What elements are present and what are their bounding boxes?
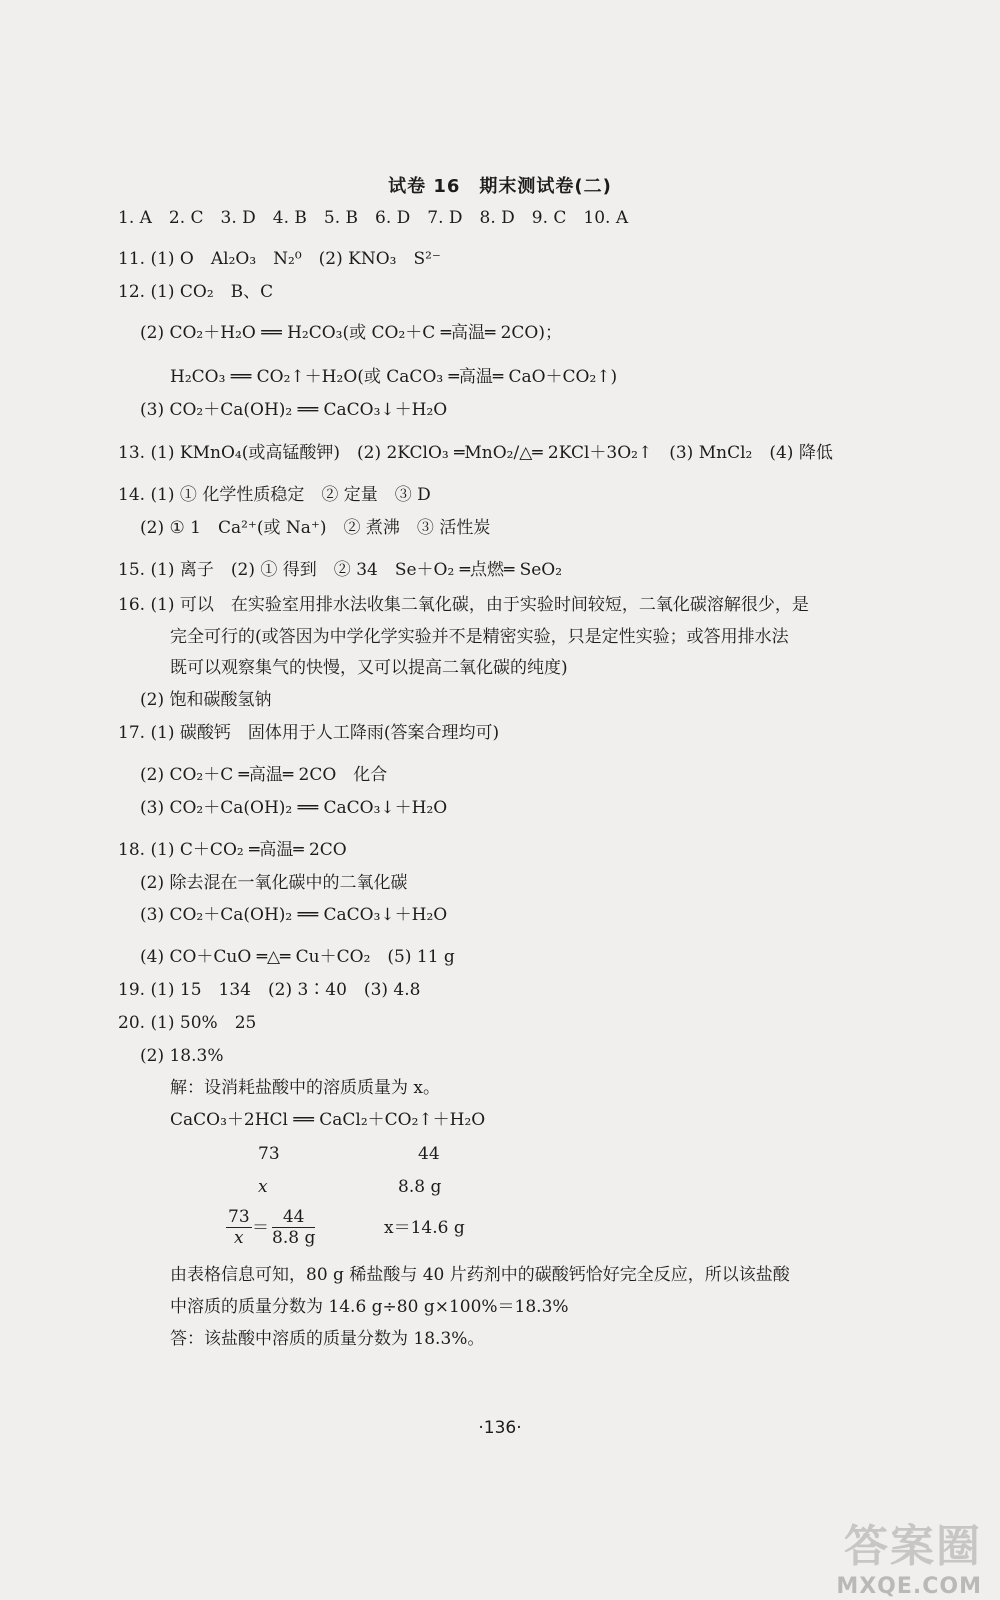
answer-line-14-1: 14. (1) ① 化学性质稳定 ② 定量 ③ D (118, 485, 431, 505)
answer-line-14-2: (2) ① 1 Ca²⁺(或 Na⁺) ② 煮沸 ③ 活性炭 (140, 518, 491, 538)
page-title: 试卷 16 期末测试卷(二) (388, 176, 612, 197)
ratio-x: x (258, 1177, 268, 1197)
fraction-equals: ＝ (252, 1218, 269, 1238)
answer-line-15: 15. (1) 离子 (2) ① 得到 ② 34 Se＋O₂ ═点燃═ SeO₂ (118, 560, 563, 580)
fraction-left (226, 1207, 252, 1248)
fraction-right-denominator: 8.8 g (272, 1228, 316, 1248)
ratio-73: 73 (258, 1144, 280, 1164)
ratio-44: 44 (418, 1144, 440, 1164)
answer-line-11: 11. (1) O Al₂O₃ N₂⁰ (2) KNO₃ S²⁻ (118, 249, 441, 269)
answer-line-17-1: 17. (1) 碳酸钙 固体用于人工降雨(答案合理均可) (118, 723, 500, 743)
conclusion-line-1: 由表格信息可知，80 g 稀盐酸与 40 片药剂中的碳酸钙恰好完全反应，所以该盐酸 (170, 1265, 790, 1285)
conclusion-line-2: 中溶质的质量分数为 14.6 g÷80 g×100%＝18.3% (170, 1297, 569, 1317)
fraction-right (272, 1207, 315, 1248)
watermark-text: 答案圈 (844, 1521, 982, 1572)
page-number: ·136· (478, 1418, 522, 1438)
fraction-left-numerator: 73 (228, 1207, 250, 1227)
answer-line-18-4: (4) CO＋CuO ═△═ Cu＋CO₂ (5) 11 g (140, 947, 455, 967)
answer-line-12-2: (2) CO₂＋H₂O ══ H₂CO₃(或 CO₂＋C ═高温═ 2CO)； (140, 323, 562, 343)
watermark-site: MXQE.COM (836, 1574, 982, 1599)
answer-line-18-2: (2) 除去混在一氧化碳中的二氧化碳 (140, 873, 408, 893)
answer-line-20-2: (2) 18.3% (140, 1046, 224, 1066)
ratio-mass: 8.8 g (398, 1177, 442, 1197)
answer-line-12-2b: H₂CO₃ ══ CO₂↑＋H₂O(或 CaCO₃ ═高温═ CaO＋CO₂↑) (170, 367, 618, 387)
answer-statement: 答：该盐酸中溶质的质量分数为 18.3%。 (170, 1329, 485, 1349)
fraction-left-denominator: x (234, 1228, 244, 1248)
solution-result: x＝14.6 g (384, 1218, 465, 1238)
answer-line-12-3: (3) CO₂＋Ca(OH)₂ ══ CaCO₃↓＋H₂O (140, 400, 448, 420)
answer-line-13: 13. (1) KMnO₄(或高锰酸钾) (2) 2KClO₃ ═MnO₂/△═ 2KCl＋3O₂↑ (3) MnCl₂ (4) 降低 (118, 443, 833, 463)
answer-line-16-2: (2) 饱和碳酸氢钠 (140, 690, 272, 710)
answer-line-16-1: 16. (1) 可以 在实验室用排水法收集二氧化碳，由于实验时间较短，二氧化碳溶解很少，是 (118, 595, 809, 615)
answer-line-20-1: 20. (1) 50% 25 (118, 1013, 257, 1033)
answer-line-16-1b: 完全可行的(或答因为中学化学实验并不是精密实验，只是定性实验；或答用排水法 (170, 627, 789, 647)
answer-line-16-1c: 既可以观察集气的快慢，又可以提高二氧化碳的纯度) (170, 658, 568, 678)
answer-line-18-1: 18. (1) C＋CO₂ ═高温═ 2CO (118, 840, 347, 860)
answer-line-19: 19. (1) 15 134 (2) 3∶40 (3) 4.8 (118, 980, 421, 1000)
answer-line-18-3: (3) CO₂＋Ca(OH)₂ ══ CaCO₃↓＋H₂O (140, 905, 448, 925)
answer-line-17-3: (3) CO₂＋Ca(OH)₂ ══ CaCO₃↓＋H₂O (140, 798, 448, 818)
solution-setup: 解：设消耗盐酸中的溶质质量为 x。 (170, 1078, 440, 1098)
solution-equation: CaCO₃＋2HCl ══ CaCl₂＋CO₂↑＋H₂O (170, 1110, 486, 1130)
answer-line-1-10: 1. A 2. C 3. D 4. B 5. B 6. D 7. D 8. D 9. C 10. A (118, 208, 629, 228)
fraction-right-numerator: 44 (272, 1207, 315, 1228)
answer-line-17-2: (2) CO₂＋C ═高温═ 2CO 化合 (140, 765, 388, 785)
answer-line-12-1: 12. (1) CO₂ B、C (118, 282, 274, 302)
watermark-logo (822, 1510, 982, 1599)
